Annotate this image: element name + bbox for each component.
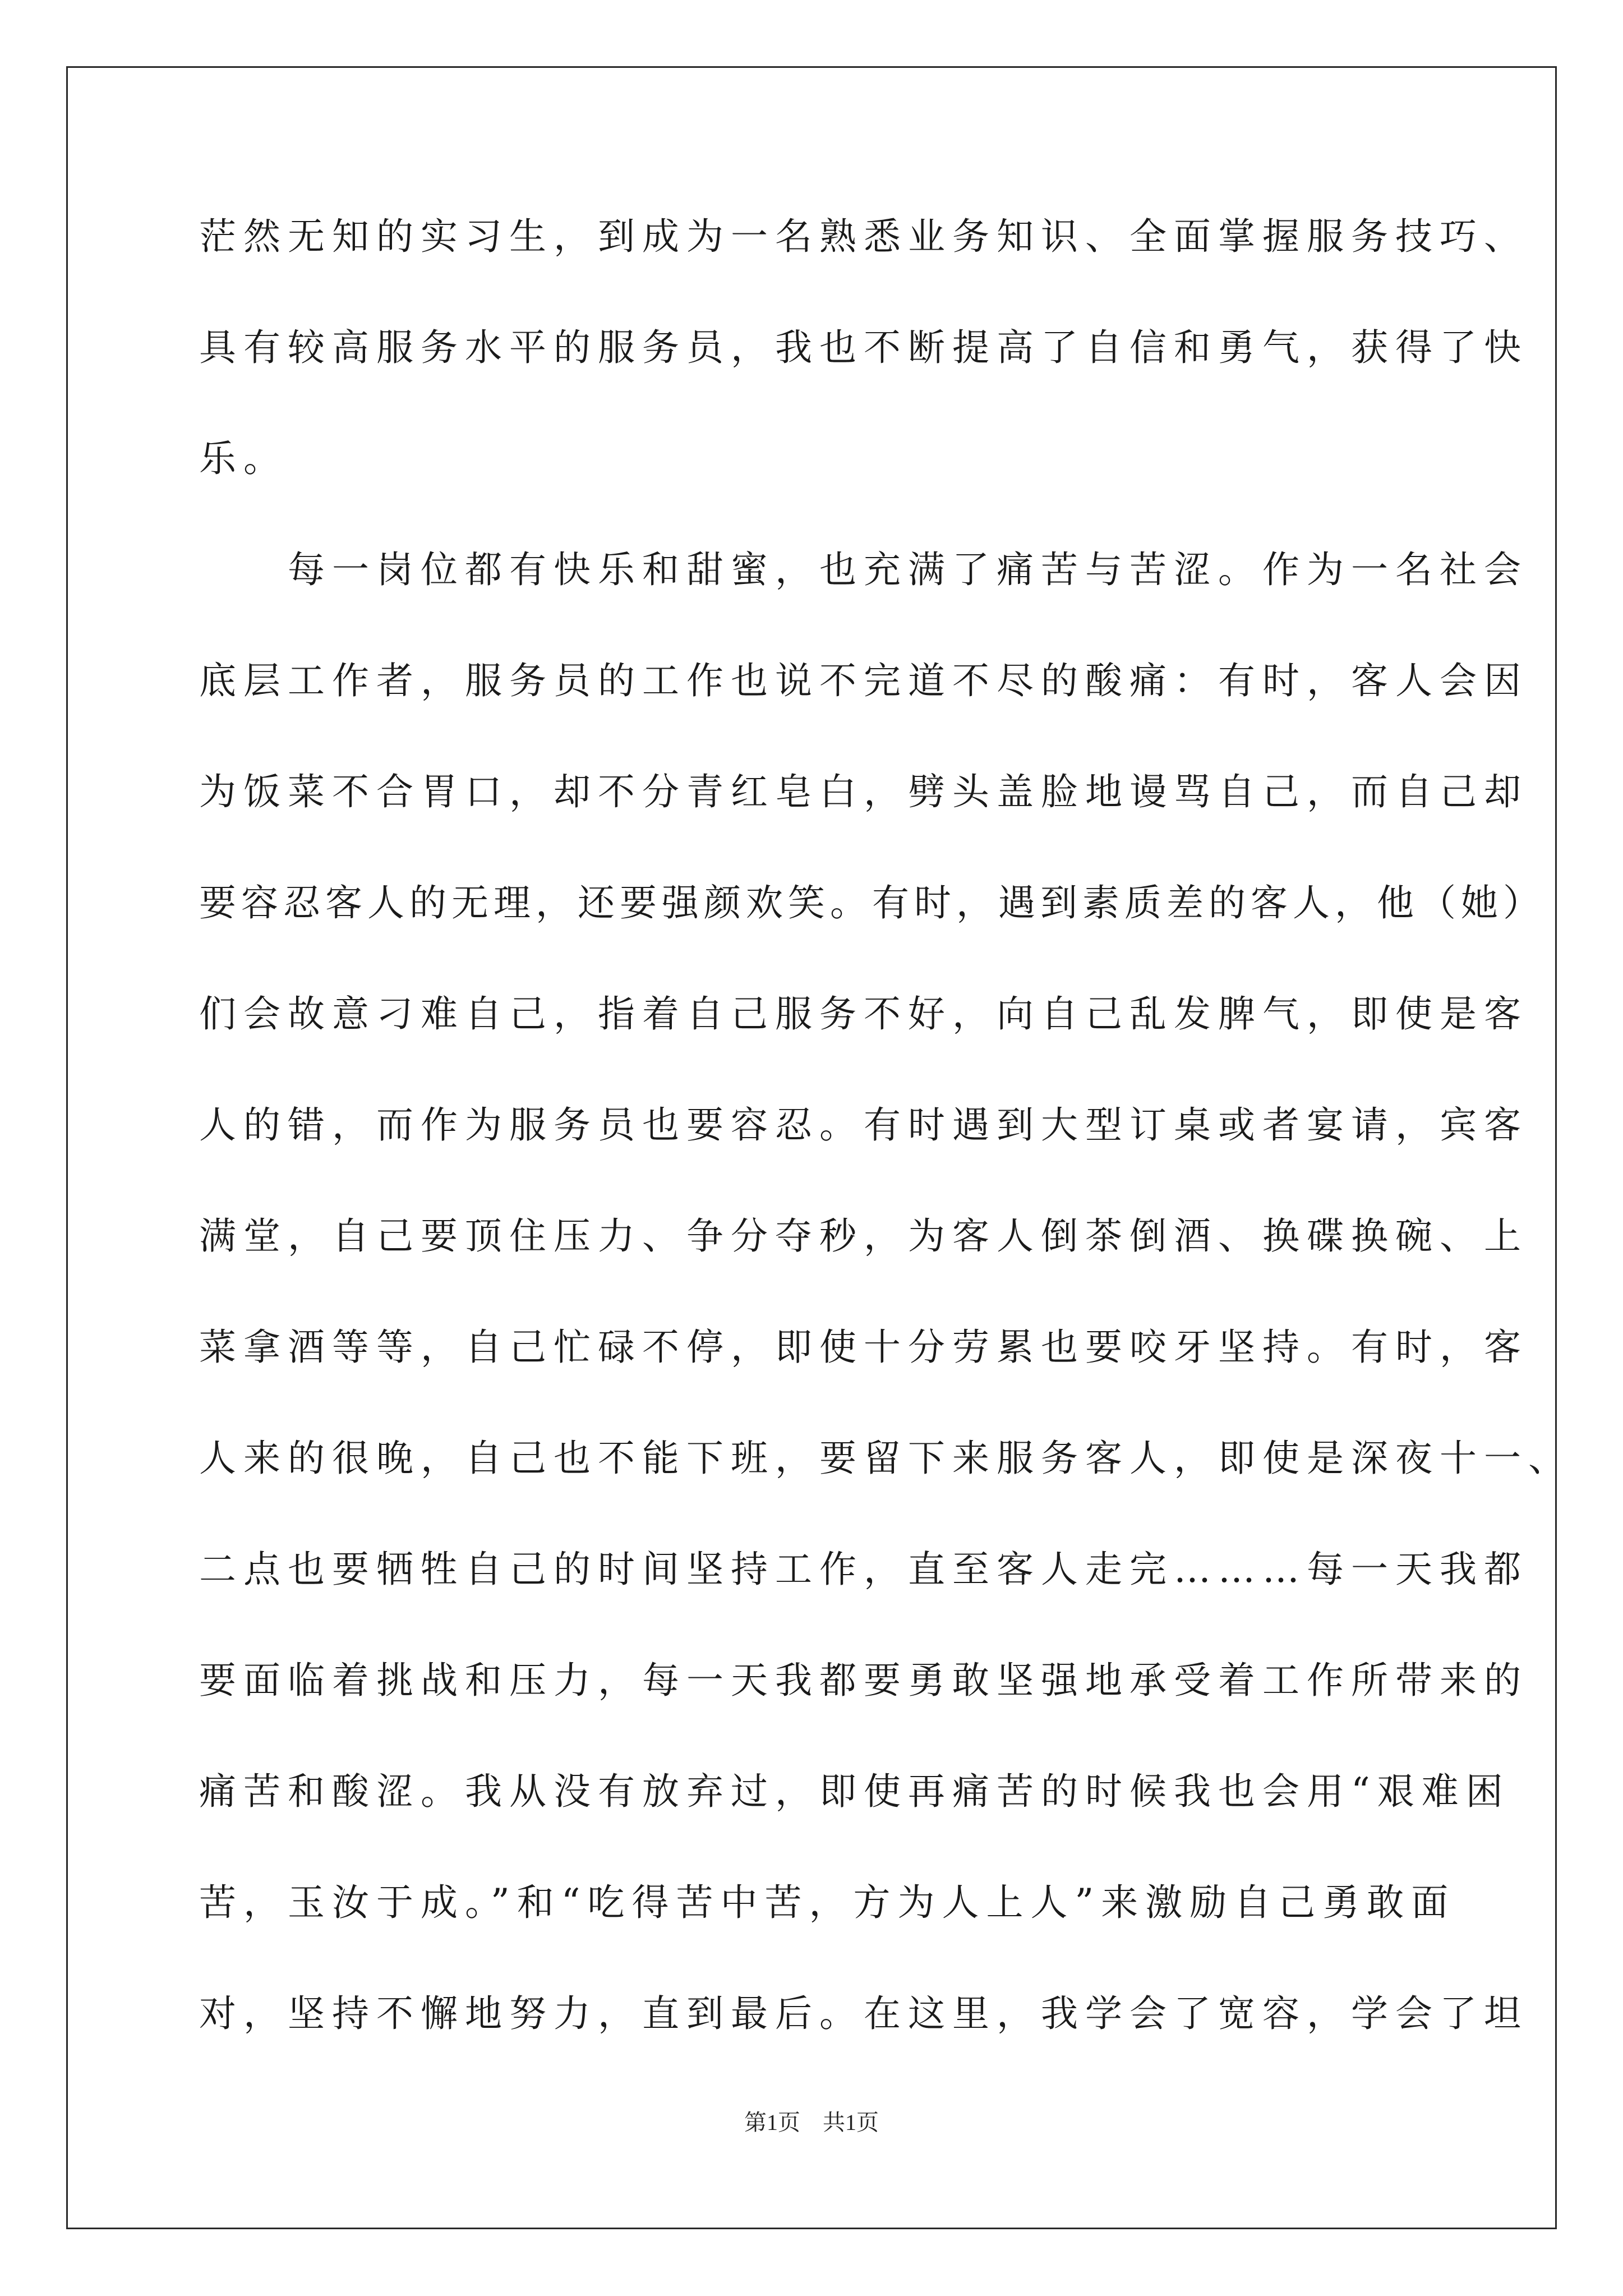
text-line: 菜拿酒等等，自己忙碌不停，即使十分劳累也要咬牙坚持。有时，客: [199, 1326, 1528, 1369]
text-line: 茫然无知的实习生，到成为一名熟悉业务知识、全面掌握服务技巧、: [199, 215, 1528, 258]
page-number: 第1页 共1页: [744, 2110, 879, 2135]
text-line: 满堂，自己要顶住压力、争分夺秒，为客人倒茶倒酒、换碟换碗、上: [199, 1214, 1528, 1258]
text-line: 对，坚持不懈地努力，直到最后。在这里，我学会了宽容，学会了坦: [199, 1992, 1528, 2035]
text-line: 要容忍客人的无理，还要强颜欢笑。有时，遇到素质差的客人，他（她）: [199, 881, 1545, 924]
text-line: 为饭菜不合胃口，却不分青红皂白，劈头盖脸地谩骂自己，而自己却: [199, 770, 1528, 813]
text-line: 具有较高服务水平的服务员，我也不断提高了自信和勇气，获得了快: [199, 326, 1528, 369]
text-line: 人的错，而作为服务员也要容忍。有时遇到大型订桌或者宴请，宾客: [199, 1103, 1528, 1147]
text-line: 苦，玉汝于成。”和“吃得苦中苦，方为人上人”来激励自己勇敢面: [199, 1881, 1456, 1924]
text-line: 要面临着挑战和压力，每一天我都要勇敢坚强地承受着工作所带来的: [199, 1659, 1528, 1702]
text-line: 们会故意刁难自己，指着自己服务不好，向自己乱发脾气，即使是客: [199, 992, 1528, 1036]
text-line: 痛苦和酸涩。我从没有放弃过，即使再痛苦的时候我也会用“艰难困: [199, 1770, 1510, 1813]
text-line: 每一岗位都有快乐和甜蜜，也充满了痛苦与苦涩。作为一名社会: [199, 548, 1528, 591]
text-line: 底层工作者，服务员的工作也说不完道不尽的酸痛：有时，客人会因: [199, 659, 1528, 702]
document-body: [199, 203, 1573, 2091]
text-line: 二点也要牺牲自己的时间坚持工作，直至客人走完………每一天我都: [199, 1548, 1528, 1591]
text-line: 乐。: [199, 437, 288, 480]
page-footer: [0, 2105, 1623, 2137]
text-line: 人来的很晚，自己也不能下班，要留下来服务客人，即使是深夜十一、: [199, 1437, 1573, 1480]
